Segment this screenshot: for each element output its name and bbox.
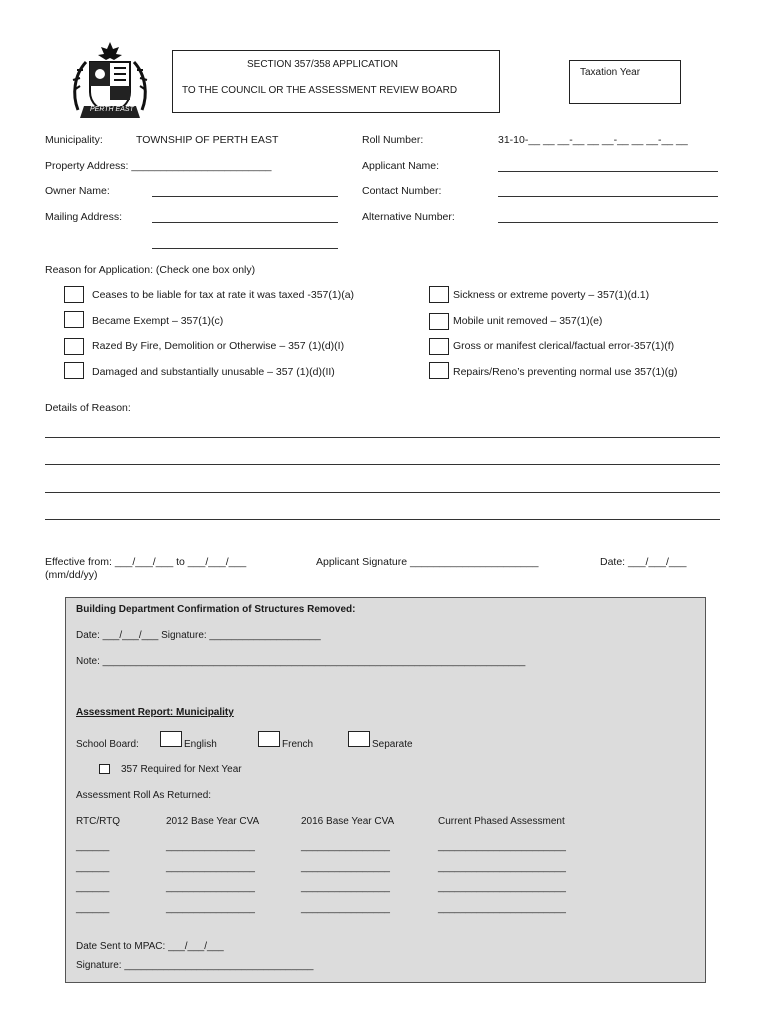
details-label: Details of Reason: [45,402,131,414]
reason-label: Sickness or extreme poverty – 357(1)(d.1) [453,289,650,301]
reason-checkbox-error[interactable] [429,338,449,355]
details-line[interactable] [45,437,720,438]
blank-cell[interactable]: ________________ [166,882,255,893]
school-board-separate-checkbox[interactable] [348,731,370,747]
building-dept-date-signature[interactable]: Date: ___/___/___ Signature: ____________________ [76,630,321,641]
school-board-french-checkbox[interactable] [258,731,280,747]
roll-number-field[interactable]: 31-10-__ __ __-__ __ __-__ __ __-__ __ [498,134,688,146]
alternative-number-label: Alternative Number: [362,211,455,223]
form-title-line2: TO THE COUNCIL OR THE ASSESSMENT REVIEW BOARD [182,85,458,96]
blank-cell[interactable]: ______ [76,882,110,893]
details-line[interactable] [45,492,720,493]
blank-cell[interactable]: ________________ [166,862,255,873]
details-line[interactable] [45,464,720,465]
blank-cell[interactable]: _______________________ [438,882,566,893]
reason-label: Gross or manifest clerical/factual error-357(1)(f) [453,340,675,352]
reason-checkbox-sickness[interactable] [429,286,449,303]
blank-cell[interactable]: _______________________ [438,903,566,914]
owner-name-label: Owner Name: [45,185,110,197]
municipality-value: TOWNSHIP OF PERTH EAST [136,134,279,146]
blank-cell[interactable]: ________________ [301,882,390,893]
roll-number-label: Roll Number: [362,134,424,146]
reason-label: Ceases to be liable for tax at rate it was taxed -357(1)(a) [92,289,355,301]
blank-cell[interactable]: ______ [76,862,110,873]
reason-checkbox-razed[interactable] [64,338,84,355]
owner-name-line[interactable] [152,196,338,197]
township-crest-logo [64,40,156,122]
blank-cell[interactable]: ______ [76,841,110,852]
contact-number-label: Contact Number: [362,185,442,197]
required-next-year-label: 357 Required for Next Year [121,764,242,775]
reason-label: Became Exempt – 357(1)(c) [92,315,224,327]
mailing-address-line1[interactable] [152,222,338,223]
school-board-label: School Board: [76,739,139,750]
date-sent-mpac-field[interactable]: Date Sent to MPAC: ___/___/___ [76,941,224,952]
reason-checkbox-mobile[interactable] [429,313,449,330]
taxation-year-label: Taxation Year [580,67,641,78]
effective-from-field[interactable]: Effective from: ___/___/___ to ___/___/___ [45,556,247,568]
details-line[interactable] [45,519,720,520]
alternative-number-line[interactable] [498,222,718,223]
reason-label: Mobile unit removed – 357(1)(e) [453,315,603,327]
building-dept-note[interactable]: Note: ____________________________________________________________________________ [76,656,526,667]
reason-checkbox-ceases[interactable] [64,286,84,303]
applicant-name-line[interactable] [498,171,718,172]
roll-returned-label: Assessment Roll As Returned: [76,790,212,801]
assessment-signature-field[interactable]: Signature: __________________________________ [76,960,314,971]
reason-label: Damaged and substantially unusable – 357 (1)(d)(II) [92,366,335,378]
column-header: 2016 Base Year CVA [301,816,395,827]
mailing-address-line2[interactable] [152,248,338,249]
blank-cell[interactable]: _______________________ [438,862,566,873]
blank-cell[interactable]: _______________________ [438,841,566,852]
reason-label: Razed By Fire, Demolition or Otherwise – 357 (1)(d)(I) [92,340,345,352]
assessment-report-heading: Assessment Report: Municipality [76,707,234,718]
school-board-separate-label: Separate [372,739,413,750]
blank-cell[interactable]: ________________ [166,903,255,914]
school-board-english-label: English [184,739,217,750]
blank-cell[interactable]: ________________ [301,841,390,852]
blank-cell[interactable]: ________________ [166,841,255,852]
reason-checkbox-exempt[interactable] [64,311,84,328]
column-header: Current Phased Assessment [438,816,565,827]
school-board-french-label: French [282,739,314,750]
reason-checkbox-damaged[interactable] [64,362,84,379]
applicant-name-label: Applicant Name: [362,160,440,172]
date-format-hint: (mm/dd/yy) [45,569,98,581]
contact-number-line[interactable] [498,196,718,197]
form-title-line1: SECTION 357/358 APPLICATION [247,59,398,70]
required-next-year-checkbox[interactable] [99,764,110,774]
date-field[interactable]: Date: ___/___/___ [600,556,687,568]
blank-cell[interactable]: ________________ [301,903,390,914]
blank-cell[interactable]: ________________ [301,862,390,873]
municipality-label: Municipality: [45,134,103,146]
building-dept-heading: Building Department Confirmation of Structures Removed: [76,604,356,615]
mailing-address-label: Mailing Address: [45,211,123,223]
logo-banner-text: PERTH EAST [90,106,134,113]
column-header: 2012 Base Year CVA [166,816,260,827]
applicant-signature-field[interactable]: Applicant Signature ______________________ [316,556,539,568]
reason-heading: Reason for Application: (Check one box only) [45,264,256,276]
reason-label: Repairs/Reno’s preventing normal use 357(1)(g) [453,366,678,378]
column-header: RTC/RTQ [76,816,121,827]
reason-checkbox-repairs[interactable] [429,362,449,379]
blank-cell[interactable]: ______ [76,903,110,914]
property-address-field[interactable]: Property Address: ________________________ [45,160,272,172]
school-board-english-checkbox[interactable] [160,731,182,747]
